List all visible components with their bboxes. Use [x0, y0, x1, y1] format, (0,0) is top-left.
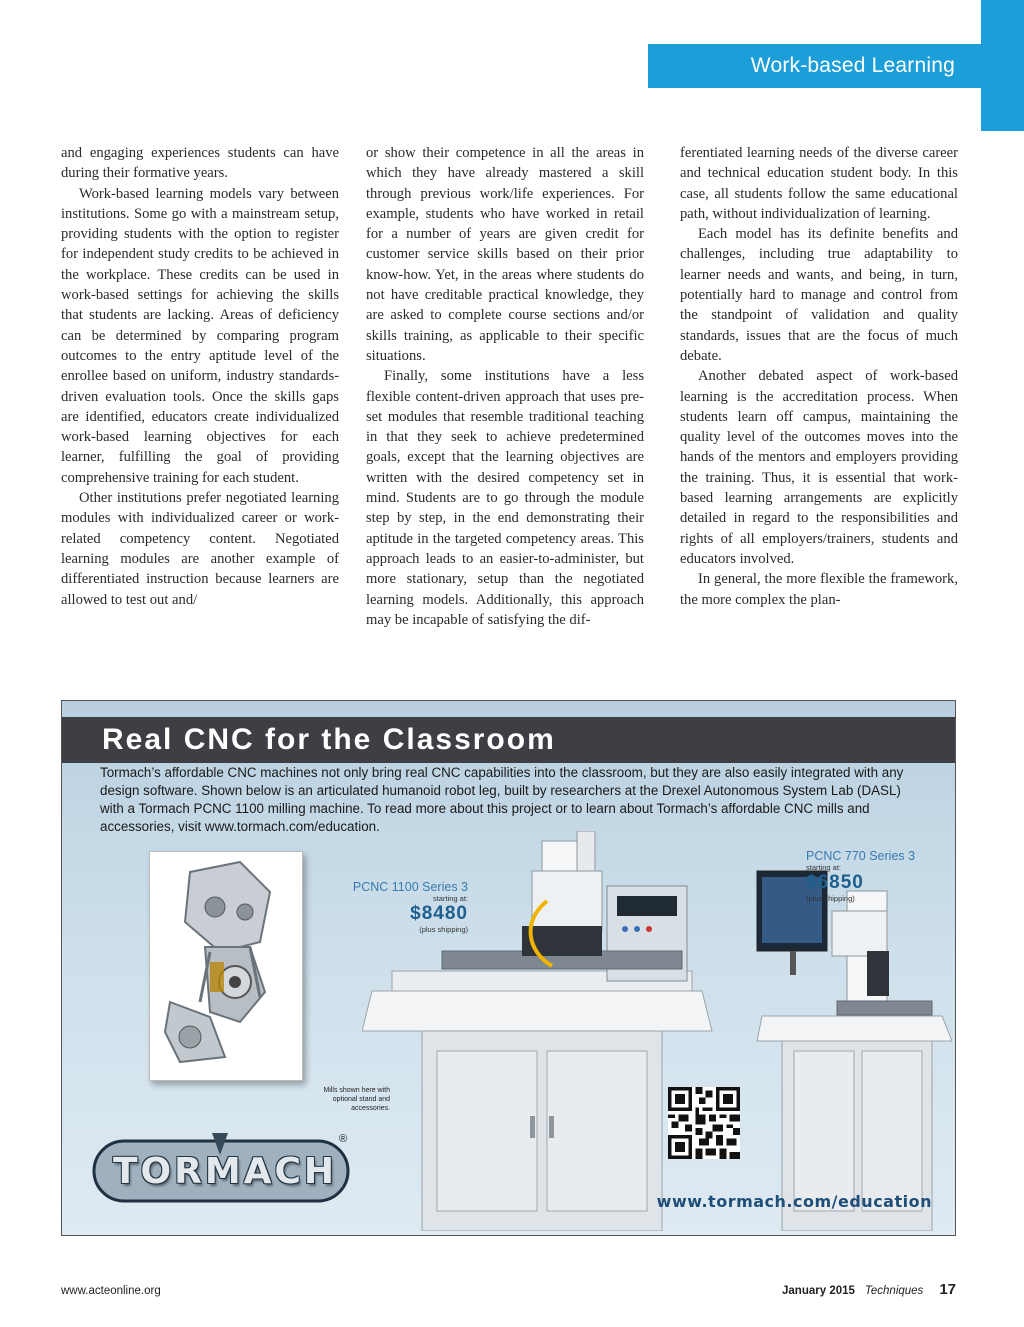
paragraph: Another debated aspect of work-based learning is the accreditation process. When students learn off campus, maintaining the quality level of the outcomes moves into the hands of the mentors and employers providing the training. Thus, it is essential that work-based learning arrangements are explicitly detailed in regard to the responsibilities and rights of all employers/trainers, students and educators involved.	[680, 368, 958, 567]
page-number: 17	[939, 1281, 956, 1298]
footer-date: January 2015	[782, 1285, 855, 1297]
ad-title: Real CNC for the Classroom	[102, 723, 556, 756]
pcnc-770-price-value: $6850	[806, 872, 864, 893]
paragraph: Each model has its definite benefits and challenges, including true adaptability to learner needs and wants, and being, in turn, potentially hard to manage and control from the standpoint of validation and quality standards, issues that are the focus of much debate.	[680, 226, 958, 364]
section-header	[648, 44, 981, 88]
pcnc-770-price	[806, 849, 915, 903]
paragraph: ferentiated learning needs of the diverse career and technical education student body. In this case, all students follow the same educational path, without individualization of learning.	[680, 145, 958, 222]
footer-website[interactable]: www.acteonline.org	[61, 1285, 161, 1297]
pcnc-1100-shipping: (plus shipping)	[419, 925, 468, 934]
ad-title-bar	[62, 717, 955, 763]
tormach-logo-text: TORMACH	[112, 1151, 338, 1192]
edge-color-bar	[981, 0, 1024, 131]
article-column-2	[366, 143, 644, 630]
pcnc-770-starting: starting at:	[806, 863, 842, 872]
pcnc-1100-starting: starting at:	[432, 894, 468, 903]
footer-info	[782, 1281, 956, 1298]
paragraph: or show their competence in all the areas in which they have already mastered a skill through previous work/life experiences. For example, students who have worked in retail for a number of years are given credit for customer service skills based on their prior know-how. Yet, in the areas where students do not have creditable practical knowledge, they are asked to complete course sections and/or skills training, as applicable to their specific situations.	[366, 145, 644, 364]
registered-mark: ®	[339, 1133, 348, 1145]
paragraph: and engaging experiences students can have during their formative years.	[61, 145, 339, 182]
paragraph: Finally, some institutions have a less flexible content-driven approach that uses pre-set modules that resemble traditional teaching in that they seek to achieve predetermined goals, except that the learning objectives are written with the desired competency set in mind. Students are to go through the module step by step, in the end demonstrating their aptitude in the targeted competency areas. This approach leads to an easier-to-administer, but more stationary, setup than the negotiated learning models. Additionally, this approach may be incapable of satisfying the dif-	[366, 368, 644, 628]
ad-description: Tormach’s affordable CNC machines not only bring real CNC capabilities into the classroom, but they are also easily integrated with any design software. Shown below is an articulated humanoid robot leg, built by researchers at the Drexel Autonomous System Lab (DASL) with a Tormach PCNC 1100 milling machine. To read more about this project or to learn about Tormach’s affordable CNC mills and accessories, visit www.tormach.com/education.	[100, 765, 904, 834]
ad-url-link[interactable]: www.tormach.com/education	[656, 1192, 932, 1211]
pcnc-1100-price	[332, 880, 468, 934]
section-title: Work-based Learning	[750, 54, 955, 77]
paragraph: Work-based learning models vary between institutions. Some go with a mainstream setup, providing students with the option to register for independent study credits to be achieved in the workplace. These credits can be used in work-based settings for achieving the skills that students are lacking. Areas of deficiency can be determined by comparing program outcomes to the entry aptitude level of the enrollee based on uniform, industry standards-driven evaluation tools. Once the skills gaps are identified, educators create individualized work-based learning objectives for each learner, fulfilling the goal of providing comprehensive training for each student.	[61, 185, 339, 486]
pcnc-1100-name: PCNC 1100 Series 3	[352, 880, 468, 894]
article-column-3	[680, 143, 958, 610]
qr-code-icon[interactable]	[668, 1087, 740, 1159]
pcnc-770-name: PCNC 770 Series 3	[806, 849, 916, 863]
tormach-logo	[92, 1133, 354, 1205]
article-body	[61, 143, 958, 663]
mills-note: Mills shown here with optional stand and accessories.	[323, 1087, 390, 1112]
robot-leg-photo	[149, 851, 303, 1081]
pcnc-770-shipping: (plus shipping)	[806, 894, 855, 903]
tormach-advertisement[interactable]	[61, 700, 956, 1236]
article-column-1	[61, 143, 339, 610]
pcnc-1100-price-value: $8480	[410, 903, 468, 924]
paragraph: In general, the more flexible the framework, the more complex the plan-	[680, 571, 958, 608]
paragraph: Other institutions prefer negotiated learning modules with individualized career or work-related competency content. Negotiated learning modules are another example of differentiated instruction because learners are allowed to test out and/	[61, 490, 339, 608]
footer-publication: Techniques	[864, 1285, 924, 1297]
